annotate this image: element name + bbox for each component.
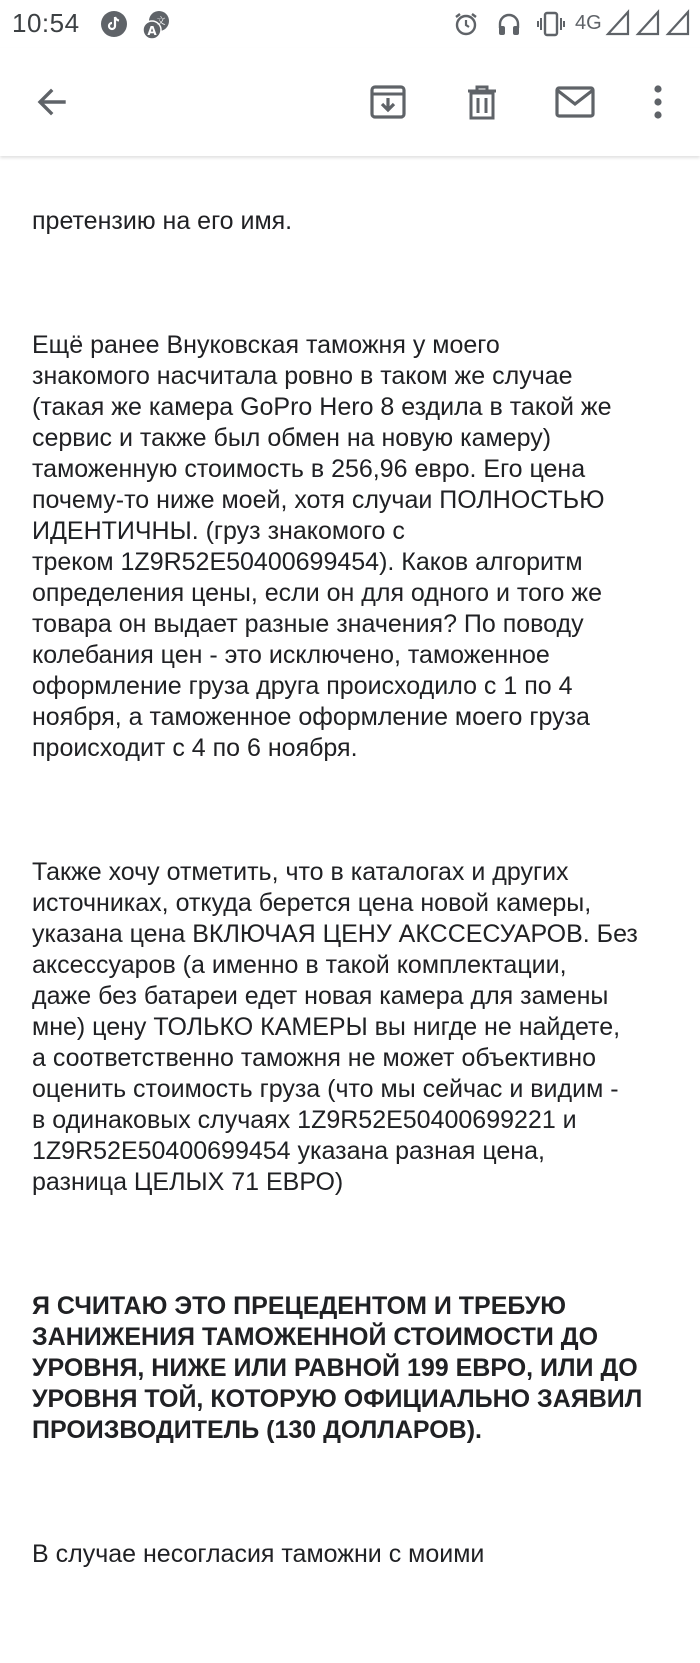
svg-text:文: 文 (156, 17, 166, 27)
mail-button[interactable] (547, 74, 603, 130)
status-bar (0, 0, 700, 48)
signal-icon (666, 10, 690, 41)
arrow-back-icon (34, 84, 70, 120)
email-paragraph: В случае несогласия таможни с моими (32, 1540, 485, 1568)
email-paragraph-bold: Я СЧИТАЮ ЭТО ПРЕЦЕДЕНТОМ И ТРЕБУЮ ЗАНИЖЕНИЯ ТАМОЖЕННОЙ СТОИМОСТИ ДО УРОВНЯ, НИЖЕ ИЛИ РАВНОЙ 199 ЕВРО, ИЛИ ДО УРОВНЯ ТОЙ, КОТОРУЮ ОФИЦИАЛЬНО ЗАЯВИЛ ПРОИЗВОДИТЕЛЬ (130 ДОЛЛАРОВ). (32, 1292, 643, 1444)
more-options-button[interactable] (630, 74, 686, 130)
toolbar (0, 48, 700, 156)
vibrate-icon (536, 10, 566, 43)
svg-text:A: A (147, 24, 157, 38)
more-vert-icon (652, 84, 664, 120)
trash-icon (464, 83, 500, 121)
delete-button[interactable] (454, 74, 510, 130)
tiktok-icon (100, 10, 128, 43)
signal-icon (636, 10, 660, 41)
mail-icon (554, 85, 596, 119)
back-button[interactable] (24, 74, 80, 130)
headphones-icon (495, 10, 523, 43)
signal-icon (606, 10, 630, 41)
status-time: 10:54 (12, 8, 80, 38)
email-paragraph: претензию на его имя. (32, 207, 293, 235)
translate-icon (142, 10, 172, 45)
archive-icon (369, 83, 407, 121)
archive-button[interactable] (360, 74, 416, 130)
network-type: 4G (575, 12, 602, 34)
email-paragraph: Ещё ранее Внуковская таможня у моего знакомого насчитала ровно в таком же случае (такая же камера GoPro Hero 8 ездила в такой же сервис и также был обмен на новую камеру) таможенную стоимость в 256,96 евро. Его цена почему-то ниже моей, хотя случаи ПОЛНОСТЬЮ ИДЕНТИЧНЫ. (груз знакомого с треком 1Z9R52E50400699454). Каков алгоритм определения цены, если он для одного и того же товара он выдает разные значения? По поводу колебания цен - это исключено, таможенное оформление груза друга происходило с 1 по 4 ноября, а таможенное оформление моего груза происходит с 4 по 6 ноября. (32, 331, 612, 762)
email-paragraph: Также хочу отметить, что в каталогах и других источниках, откуда берется цена новой камеры, указана цена ВКЛЮЧАЯ ЦЕНУ АКССЕСУАРОВ. Без аксессуаров (а именно в такой комплектации, даже без батареи едет новая камера для замены мне) цену ТОЛЬКО КАМЕРЫ вы нигде не найдете, а соответственно таможня не может объективно оценить стоимость груза (что мы сейчас и видим - в одинаковых случаях 1Z9R52E50400699221 и 1Z9R52E50400699454 указана разная цена, разница ЦЕЛЫХ 71 ЕВРО) (32, 858, 638, 1196)
alarm-icon (452, 10, 480, 43)
email-body (0, 130, 700, 1568)
